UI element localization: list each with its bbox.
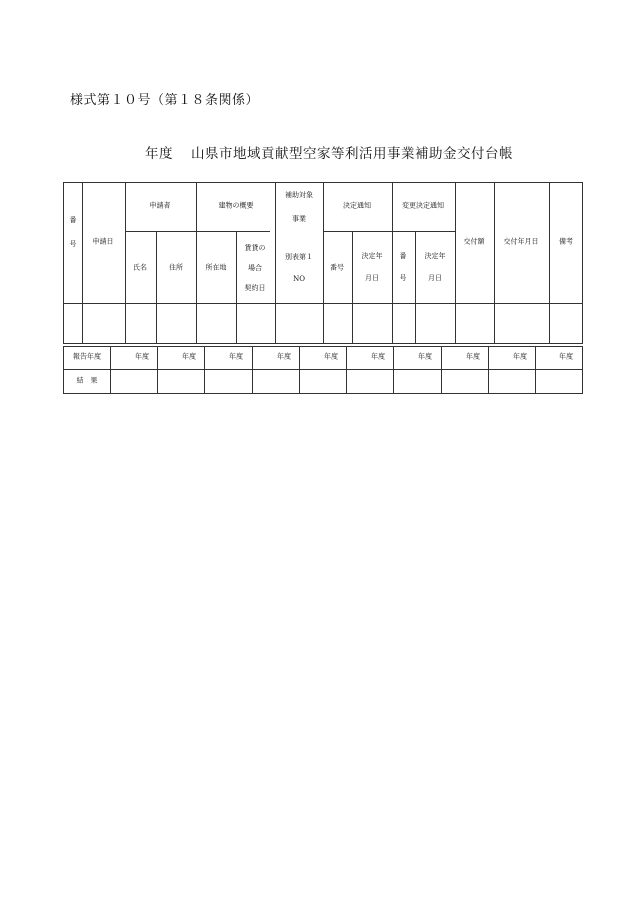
report-col-line xyxy=(204,346,205,394)
subheader-address: 住所 xyxy=(169,263,183,272)
report-col-line xyxy=(157,346,158,394)
report-year-label: 報告年度 xyxy=(73,352,101,361)
col-line xyxy=(352,231,353,344)
report-year-cell: 年度 xyxy=(371,352,385,361)
subheader-decision-date: 決定年 月日 xyxy=(361,252,383,282)
subheader-change-no: 番 号 xyxy=(399,252,407,282)
subheader-table-no: 別表第１ NO xyxy=(285,253,313,283)
header-apply-date: 申請日 xyxy=(92,237,114,246)
header-divider-applicant-building xyxy=(125,231,270,232)
report-col-line xyxy=(393,346,394,394)
report-col-line xyxy=(535,346,536,394)
header-building: 建物の概要 xyxy=(218,201,254,210)
report-row-line xyxy=(63,369,583,370)
col-line xyxy=(549,182,550,344)
report-year-cell: 年度 xyxy=(559,352,573,361)
report-year-cell: 年度 xyxy=(182,352,196,361)
report-col-line xyxy=(441,346,442,394)
report-year-cell: 年度 xyxy=(324,352,338,361)
form-number-heading: 様式第１０号（第１８条関係） xyxy=(70,93,260,108)
report-year-cell: 年度 xyxy=(229,352,243,361)
ledger-title xyxy=(145,142,513,162)
report-year-cell: 年度 xyxy=(513,352,527,361)
header-grant-date: 交付年月日 xyxy=(503,237,539,246)
col-line xyxy=(392,182,393,344)
header-subsidy-target: 補助対象 事業 xyxy=(285,191,313,223)
subheader-decision-no: 番号 xyxy=(330,263,344,272)
header-change-decision: 変更決定通知 xyxy=(402,201,444,210)
subheader-lease: 賃貸の 場合 契約日 xyxy=(244,244,266,292)
report-year-cell: 年度 xyxy=(277,352,291,361)
col-line xyxy=(455,182,456,344)
subheader-name: 氏名 xyxy=(133,263,147,272)
report-col-line xyxy=(488,346,489,394)
report-col-line xyxy=(252,346,253,394)
result-label: 結 果 xyxy=(76,376,98,385)
col-line xyxy=(494,182,495,344)
subheader-change-date: 決定年 月日 xyxy=(424,252,446,282)
report-col-line xyxy=(110,346,111,394)
col-line xyxy=(236,231,237,344)
col-line xyxy=(156,231,157,344)
header-divider-decision xyxy=(323,231,455,232)
report-year-cell: 年度 xyxy=(135,352,149,361)
report-year-cell: 年度 xyxy=(418,352,432,361)
header-applicant: 申請者 xyxy=(149,201,171,210)
header-remarks: 備考 xyxy=(559,237,573,246)
report-col-line xyxy=(346,346,347,394)
report-year-cell: 年度 xyxy=(466,352,480,361)
col-line xyxy=(82,182,83,344)
header-number: 番 号 xyxy=(69,216,77,248)
col-line xyxy=(125,182,126,344)
col-line xyxy=(323,182,324,344)
col-line xyxy=(415,231,416,344)
title-year: 年度 xyxy=(145,146,173,162)
subheader-location: 所在地 xyxy=(205,263,227,272)
title-main: 山県市地域貢献型空家等利活用事業補助金交付台帳 xyxy=(191,146,513,162)
col-line xyxy=(275,182,276,344)
header-decision: 決定通知 xyxy=(343,201,371,210)
report-col-line xyxy=(299,346,300,394)
col-line xyxy=(196,182,197,344)
header-grant-amount: 交付額 xyxy=(463,237,485,246)
